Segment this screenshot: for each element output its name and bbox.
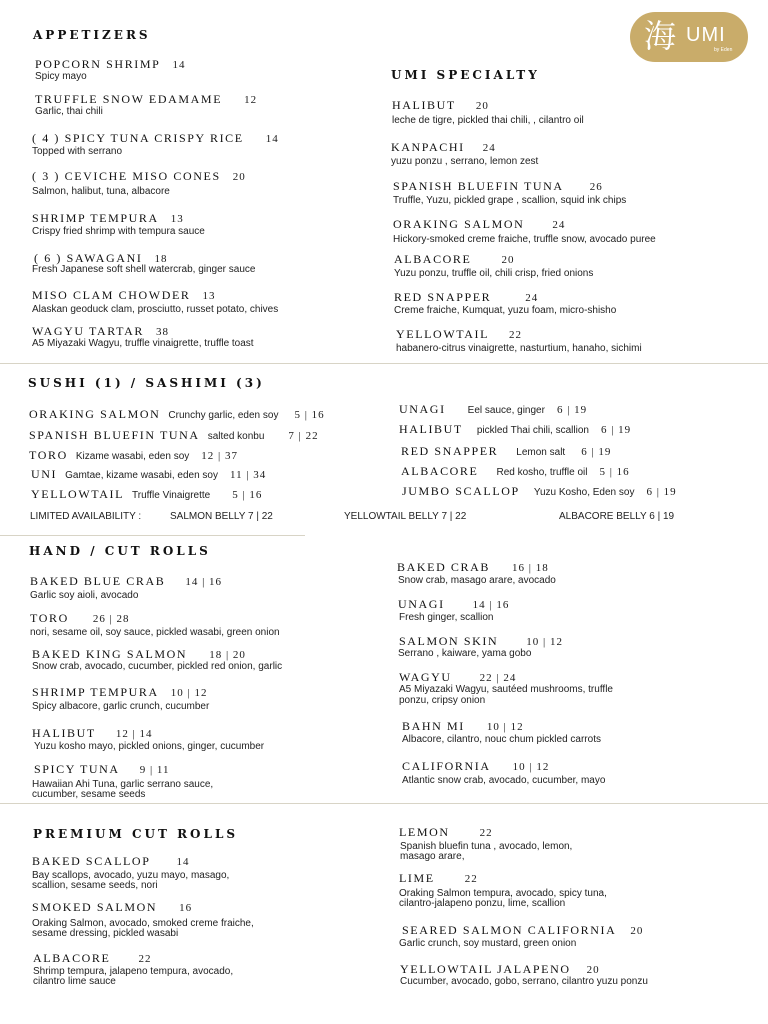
logo-name: UMI — [686, 24, 726, 46]
item-description: ponzu, cripsy onion — [399, 695, 486, 706]
handrolls-heading: HAND / CUT ROLLS — [29, 544, 211, 558]
item-description: cilantro lime sauce — [33, 976, 116, 987]
item-description: cilantro-jalapeno ponzu, lime, scallion — [399, 898, 566, 909]
menu-item: SALMON SKIN 10 | 12 — [399, 634, 563, 648]
menu-item: CALIFORNIA 10 | 12 — [402, 759, 550, 773]
menu-item: ( 3 ) CEVICHE MISO CONES 20 — [32, 169, 246, 183]
menu-item: ALBACORE Red kosho, truffle oil 5 | 16 — [401, 464, 630, 478]
item-description: leche de tigre, pickled thai chili, , cilantro oil — [392, 115, 584, 126]
menu-item: WAGYU TARTAR 38 — [32, 324, 170, 338]
section-divider — [0, 363, 768, 364]
item-description: A5 Miyazaki Wagyu, truffle vinaigrette, truffle toast — [32, 338, 254, 349]
menu-item: ORAKING SALMON 24 — [393, 217, 566, 231]
menu-item: BAKED SCALLOP 14 — [32, 854, 190, 868]
item-description: Bay scallops, avocado, yuzu mayo, masago, — [32, 870, 230, 881]
menu-item: LEMON 22 — [399, 825, 493, 839]
menu-item: YELLOWTAIL 22 — [396, 327, 523, 341]
appetizers-heading: APPETIZERS — [33, 28, 151, 42]
item-description: Fresh ginger, scallion — [399, 612, 494, 623]
item-description: Cucumber, avocado, gobo, serrano, cilantro yuzu ponzu — [400, 976, 648, 987]
menu-item: KANPACHI 24 — [391, 140, 496, 154]
limited-item: YELLOWTAIL BELLY 7 | 22 — [344, 511, 467, 522]
item-description: Spicy mayo — [35, 71, 87, 82]
menu-item: SPICY TUNA 9 | 11 — [34, 762, 170, 776]
menu-item: UNAGI 14 | 16 — [398, 597, 510, 611]
menu-item: UNI Gamtae, kizame wasabi, eden soy 11 | 34 — [31, 467, 267, 481]
logo-byline: by Eden — [714, 47, 733, 53]
menu-item: SPANISH BLUEFIN TUNA salted konbu 7 | 22 — [29, 428, 319, 442]
menu-item: MISO CLAM CHOWDER 13 — [32, 288, 216, 302]
menu-item: HALIBUT 20 — [392, 98, 489, 112]
item-description: Garlic soy aioli, avocado — [30, 590, 139, 601]
item-description: habanero-citrus vinaigrette, nasturtium, hanaho, sichimi — [396, 343, 642, 354]
item-description: nori, sesame oil, soy sauce, pickled wasabi, green onion — [30, 627, 280, 638]
menu-item: ALBACORE 20 — [394, 252, 515, 266]
item-description: Serrano , kaiware, yama gobo — [398, 648, 532, 659]
item-description: Hawaiian Ahi Tuna, garlic serrano sauce, — [32, 779, 214, 790]
premium-heading: PREMIUM CUT ROLLS — [33, 827, 239, 841]
item-description: A5 Miyazaki Wagyu, sautéed mushrooms, truffle — [399, 684, 613, 695]
menu-item: TRUFFLE SNOW EDAMAME 12 — [35, 92, 258, 106]
limited-item: SALMON BELLY 7 | 22 — [170, 511, 273, 522]
item-description: Spanish bluefin tuna , avocado, lemon, — [400, 841, 573, 852]
menu-item: HALIBUT pickled Thai chili, scallion 6 | 19 — [399, 422, 632, 436]
item-description: Garlic crunch, soy mustard, green onion — [399, 938, 577, 949]
item-description: Spicy albacore, garlic crunch, cucumber — [32, 701, 210, 712]
menu-item: RED SNAPPER Lemon salt 6 | 19 — [401, 444, 612, 458]
item-description: Hickory-smoked creme fraiche, truffle snow, avocado puree — [393, 234, 656, 245]
item-description: cucumber, sesame seeds — [32, 789, 146, 800]
item-description: Atlantic snow crab, avocado, cucumber, mayo — [402, 775, 606, 786]
item-description: Garlic, thai chili — [35, 106, 103, 117]
item-description: yuzu ponzu , serrano, lemon zest — [391, 156, 539, 167]
item-description: Fresh Japanese soft shell watercrab, ginger sauce — [32, 264, 256, 275]
item-description: Snow crab, avocado, cucumber, pickled red onion, garlic — [32, 661, 283, 672]
specialty-heading: UMI SPECIALTY — [391, 68, 540, 82]
menu-item: SEARED SALMON CALIFORNIA 20 — [402, 923, 644, 937]
menu-item: POPCORN SHRIMP 14 — [35, 57, 186, 71]
item-description: Yuzu ponzu, truffle oil, chili crisp, fried onions — [394, 268, 594, 279]
menu-item: JUMBO SCALLOP Yuzu Kosho, Eden soy 6 | 19 — [402, 484, 677, 498]
menu-item: SPANISH BLUEFIN TUNA 26 — [393, 179, 603, 193]
menu-item: BAKED KING SALMON 18 | 20 — [32, 647, 246, 661]
item-description: Yuzu kosho mayo, pickled onions, ginger, cucumber — [34, 741, 265, 752]
item-description: Truffle, Yuzu, pickled grape , scallion, squid ink chips — [393, 195, 627, 206]
limited-label: LIMITED AVAILABILITY : — [30, 511, 142, 522]
menu-item: RED SNAPPER 24 — [394, 290, 539, 304]
item-description: masago arare, — [400, 851, 465, 862]
menu-item: WAGYU 22 | 24 — [399, 670, 517, 684]
sushi-heading: SUSHI (1) / SASHIMI (3) — [28, 376, 265, 390]
item-description: Snow crab, masago arare, avocado — [398, 575, 556, 586]
logo-kanji: 海 — [644, 17, 677, 55]
item-description: Oraking Salmon, avocado, smoked creme fraiche, — [32, 918, 254, 929]
item-description: Creme fraiche, Kumquat, yuzu foam, micro-shisho — [394, 305, 617, 316]
menu-item: BAKED BLUE CRAB 14 | 16 — [30, 574, 223, 588]
section-divider — [0, 535, 305, 536]
item-description: Salmon, halibut, tuna, albacore — [32, 186, 170, 197]
menu-item: SHRIMP TEMPURA 10 | 12 — [32, 685, 208, 699]
item-description: sesame dressing, pickled wasabi — [32, 928, 179, 939]
menu-item: ALBACORE 22 — [33, 951, 152, 965]
item-description: Oraking Salmon tempura, avocado, spicy tuna, — [399, 888, 607, 899]
menu-item: LIME 22 — [399, 871, 478, 885]
menu-item: ( 6 ) SAWAGANI 18 — [34, 251, 168, 265]
item-description: Albacore, cilantro, nouc chum pickled carrots — [402, 734, 601, 745]
menu-item: HALIBUT 12 | 14 — [32, 726, 153, 740]
menu-item: ( 4 ) SPICY TUNA CRISPY RICE 14 — [32, 131, 279, 145]
item-description: scallion, sesame seeds, nori — [32, 880, 158, 891]
menu-item: YELLOWTAIL JALAPENO 20 — [400, 962, 600, 976]
menu-item: TORO Kizame wasabi, eden soy 12 | 37 — [29, 448, 238, 462]
section-divider — [0, 803, 768, 804]
menu-item: ORAKING SALMON Crunchy garlic, eden soy 5 | 16 — [29, 407, 325, 421]
menu-item: TORO 26 | 28 — [30, 611, 130, 625]
item-description: Crispy fried shrimp with tempura sauce — [32, 226, 205, 237]
menu-item: BAHN MI 10 | 12 — [402, 719, 524, 733]
menu-item: UNAGI Eel sauce, ginger 6 | 19 — [399, 402, 588, 416]
item-description: Alaskan geoduck clam, prosciutto, russet potato, chives — [32, 304, 279, 315]
menu-item: SMOKED SALMON 16 — [32, 900, 193, 914]
menu-item: YELLOWTAIL Truffle Vinaigrette 5 | 16 — [31, 487, 263, 501]
item-description: Shrimp tempura, jalapeno tempura, avocado, — [33, 966, 234, 977]
menu-item: SHRIMP TEMPURA 13 — [32, 211, 184, 225]
limited-item: ALBACORE BELLY 6 | 19 — [559, 511, 675, 522]
menu-item: BAKED CRAB 16 | 18 — [397, 560, 549, 574]
item-description: Topped with serrano — [32, 146, 123, 157]
umi-logo — [630, 12, 748, 62]
